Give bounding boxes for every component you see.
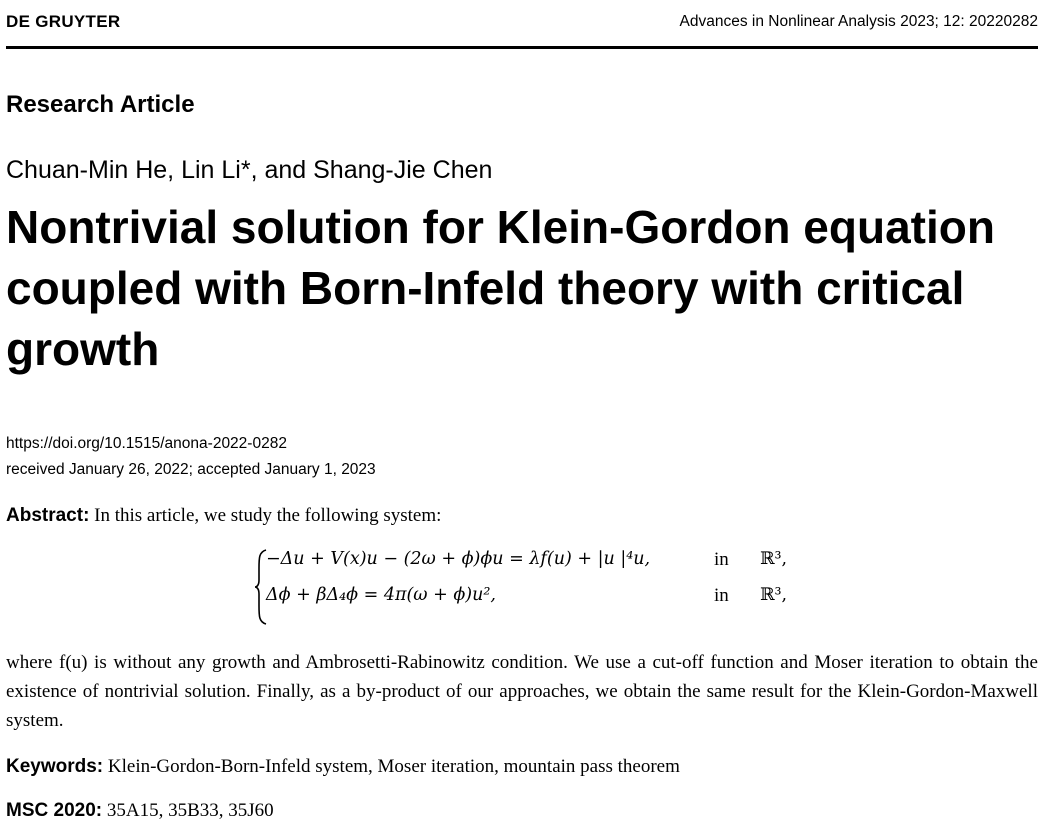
abstract-label: Abstract:: [6, 505, 90, 526]
msc-label: MSC 2020:: [6, 800, 103, 821]
equation-domain-1: ℝ³,: [760, 549, 788, 569]
keywords-text: Klein-Gordon-Born-Infeld system, Moser iteration, mountain pass theorem: [107, 756, 680, 777]
keywords-line: [6, 756, 680, 778]
msc-line: [6, 800, 274, 822]
doi-link[interactable]: https://doi.org/10.1515/anona-2022-0282: [6, 435, 287, 452]
equation-in-2: in: [714, 585, 729, 606]
equation-in-1: in: [714, 549, 729, 570]
msc-text: 35A15, 35B33, 35J60: [106, 800, 274, 821]
abstract-intro-text: In this article, we study the following system:: [94, 505, 442, 526]
equation-line-2: Δϕ + βΔ₄ϕ = 4π(ω + ϕ)u²,: [266, 585, 496, 605]
keywords-label: Keywords:: [6, 756, 104, 777]
abstract-body: where f(u) is without any growth and Ambrosetti-Rabinowitz condition. We use a cut-off function and Moser iteration to obtain the existence of nontrivial solution. Finally, as a by-product of our approaches, we obtain the same result for the Klein-Gordon-Maxwell system.: [6, 652, 1038, 731]
journal-reference: Advances in Nonlinear Analysis 2023; 12: 20220282: [679, 13, 1038, 30]
abstract-intro: [6, 505, 441, 527]
article-type: Research Article: [6, 91, 195, 118]
equation-line-1: −Δu + V(x)u − (2ω + ϕ)ϕu = λf(u) + |u |⁴u,: [266, 549, 651, 569]
publisher-name: DE GRUYTER: [6, 12, 121, 31]
submission-dates: received January 26, 2022; accepted January 1, 2023: [6, 461, 376, 478]
header-divider: [6, 46, 1038, 49]
equation-domain-2: ℝ³,: [760, 585, 788, 605]
article-title: Nontrivial solution for Klein-Gordon equation coupled with Born-Infeld theory with critical growth: [6, 201, 995, 375]
author-list: Chuan-Min He, Lin Li*, and Shang-Jie Chen: [6, 156, 493, 184]
